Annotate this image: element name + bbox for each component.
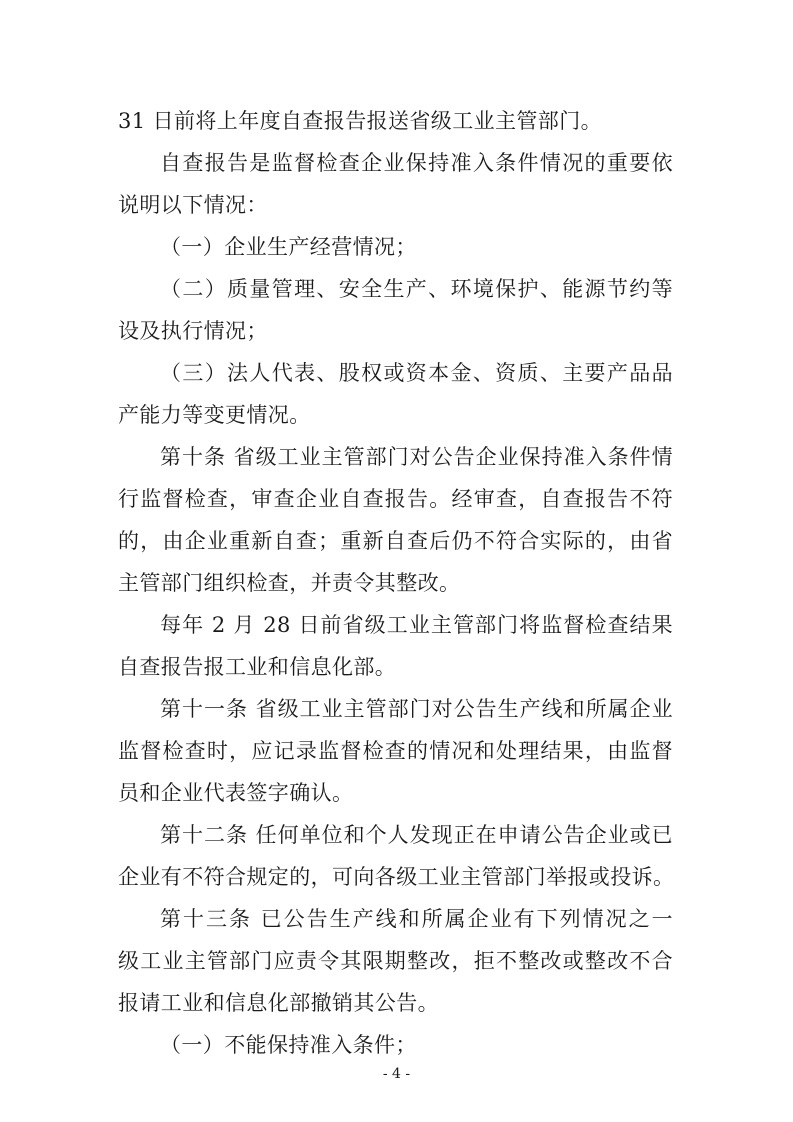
text-line-12: 主管部门组织检查，并责令其整改。 xyxy=(118,571,461,595)
text-line-17: 员和企业代表签字确认。 xyxy=(118,781,354,805)
text-line-5: （二）质量管理、安全生产、环境保护、能源节约等 xyxy=(160,277,673,301)
text-line-4: （一）企业生产经营情况； xyxy=(160,235,417,259)
text-line-10: 行监督检查，审查企业自查报告。经审查，自查报告不符 xyxy=(118,487,673,511)
text-line-22: 报请工业和信息化部撤销其公告。 xyxy=(118,991,439,1015)
text-line-18: 第十二条 任何单位和个人发现正在申请公告企业或已 xyxy=(160,823,673,847)
text-line-9: 第十条 省级工业主管部门对公告企业保持准入条件情 xyxy=(160,445,673,469)
text-line-11: 的，由企业重新自查；重新自查后仍不符合实际的，由省 xyxy=(118,529,673,553)
text-line-1: 31 日前将上年度自查报告报送省级工业主管部门。 xyxy=(118,109,602,133)
text-line-14: 自查报告报工业和信息化部。 xyxy=(118,655,397,679)
text-line-7: （三）法人代表、股权或资本金、资质、主要产品品 xyxy=(160,361,673,385)
text-line-19: 企业有不符合规定的，可向各级工业主管部门举报或投诉。 xyxy=(118,865,675,889)
page-number: - 4 - xyxy=(382,1066,411,1082)
text-line-8: 产能力等变更情况。 xyxy=(118,403,311,427)
text-line-21: 级工业主管部门应责令其限期整改，拒不整改或整改不合 xyxy=(118,949,673,973)
text-line-16: 监督检查时，应记录监督检查的情况和处理结果，由监督 xyxy=(118,739,673,763)
text-line-20: 第十三条 已公告生产线和所属企业有下列情况之一 xyxy=(160,907,673,931)
text-line-3: 说明以下情况： xyxy=(118,193,268,217)
text-line-6: 设及执行情况； xyxy=(118,319,268,343)
text-line-13: 每年 2 月 28 日前省级工业主管部门将监督检查结果 xyxy=(160,613,673,637)
text-line-23: （一）不能保持准入条件； xyxy=(160,1033,417,1057)
text-line-15: 第十一条 省级工业主管部门对公告生产线和所属企业 xyxy=(160,697,673,721)
text-line-2: 自查报告是监督检查企业保持准入条件情况的重要依 xyxy=(160,151,673,175)
